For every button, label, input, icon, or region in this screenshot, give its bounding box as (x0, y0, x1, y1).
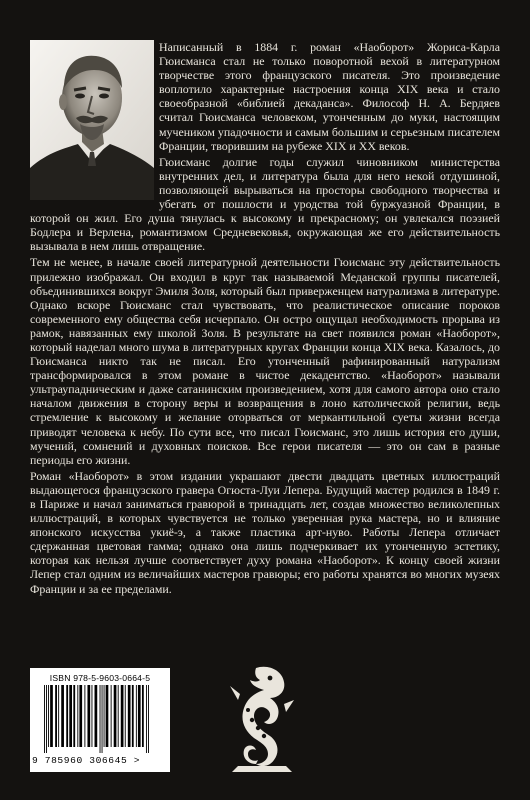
paragraph-4: Роман «Наоборот» в этом издании украшают двести двадцать цветных иллюстраций выдающегося французского гравера Огюста-Луи Лепера. Будущий мастер родился в 1849 г. в Париже и начал заниматься гравюрой в тринадцать лет, создав множество великолепных иллюстраций, в которых чувствуется не только уверенная рука мастера, но и влияние японского искусства укиё-э, а также пластика арт-нуво. Работы Лепера отличает сдержанная цветовая гамма; однако она лишь подчеркивает их утонченную эстетику, которая как нельзя лучше соответствует духу романа «Наоборот». К концу своей жизни Лепер стал одним из величайших мастеров гравюры; его работы хранятся во многих музеях Франции и за ее пределами. (30, 468, 500, 596)
publisher-logo (226, 664, 298, 776)
barcode-bar (121, 685, 124, 747)
portrait-spacer (30, 40, 159, 208)
barcode-guard-bar (102, 685, 103, 753)
barcode-guard-bar (44, 685, 45, 753)
barcode-bar (111, 685, 112, 747)
barcode-bar (48, 685, 49, 747)
paragraph-2: Гюисманс долгие годы служил чиновником министерства внутренних дел, и литература была для него некой отдушиной, позволяющей вырываться на просторы свободного творчества и убегать от пошлости и уродства той буржуазной Франции, в которой он жил. Его душа тянулась к высокому и прекрасному; он увлекался поэзией Бодлера и Верлена, романтизмом Средневековья, окружающая же его действительность вызывала в нем лишь отвращение. (30, 154, 500, 254)
barcode-bar (118, 685, 119, 747)
barcode-bar (142, 685, 144, 747)
barcode-bar (58, 685, 59, 747)
paragraph-3: Тем не менее, в начале своей литературной деятельности Гюисманс эту действительность прилежно изображал. Он входил в круг так называемой Меданской группы писателей, объединившихся вокруг Эмиля Золя, который был приверженцем натурализма в литературе. Однако вскоре Гюисманс стал чувствовать, что реалистическое описание пороков современного ему общества себя исчерпало. Он остро ощущал необходимость прорыва из рамок, навязанных ему школой Золя. В результате на свет появился роман «Наоборот», который наделал много шума в литературных кругах Франции конца XIX века. Казалось, до Гюисманса никто так не писал. Его утонченный рафинированный натурализм трансформировался в этом романе в чистое декадентство. «Наоборот» называли ультраупадническим и даже сатанинским произведением, хотя для самого автора оно стало началом движения в сторону веры и возвращения в лоно католической религии, ведь стремление к высокому и желание оторваться от меркантильной суеты жизни всегда приводят человека к небу. По сути все, что писал Гюисманс, это лишь история его души, мучений, сомнений и духовных поисков. Все герои писателя — это он сам в разные периоды его жизни. (30, 255, 500, 467)
barcode-guard-bar (100, 685, 101, 753)
barcode-bar (87, 685, 90, 747)
barcode-digits: 9 785960 306645 > (32, 755, 141, 766)
barcode-bar (69, 685, 72, 747)
barcode-bar (77, 685, 78, 747)
barcode-bar (95, 685, 98, 747)
barcode-bar (50, 685, 53, 747)
barcode-bar (125, 685, 126, 747)
barcode-bar (73, 685, 75, 747)
description-text (30, 40, 500, 596)
barcode-bar (106, 685, 109, 747)
barcode-bar (92, 685, 93, 747)
barcode-bar (66, 685, 68, 747)
barcode-bar (79, 685, 82, 747)
barcode-bar (104, 685, 105, 747)
barcode-bar (138, 685, 141, 747)
barcode-bar (136, 685, 137, 747)
barcode-bar (55, 685, 57, 747)
barcode-bar (132, 685, 134, 747)
barcode-guard-bar (46, 685, 47, 753)
barcode-bar (114, 685, 117, 747)
barcode-bar (128, 685, 131, 747)
isbn-number: ISBN 978-5-9603-0664-5 (49, 673, 151, 683)
barcode-guard-bar (146, 685, 147, 753)
barcode-bars (36, 685, 164, 753)
barcode-bar (84, 685, 85, 747)
barcode-guard-bar (148, 685, 149, 753)
isbn-barcode (30, 668, 170, 772)
barcode-bar (61, 685, 64, 747)
paragraph-1: Написанный в 1884 г. роман «Наоборот» Жориса-Карла Гюисманса стал не только поворотной вехой в литературном творчестве этого французского писателя. Это произведение воплотило характерные настроения конца XIX века и стало своеобразной «библией декаданса». Философ Н. А. Бердяев считал Гюисманса человеком, утонченным до муки, настоящим мучеником упадочности и самым большим и серьезным писателем Франции, творившим на рубеже XIX и XX веков. (159, 40, 500, 153)
